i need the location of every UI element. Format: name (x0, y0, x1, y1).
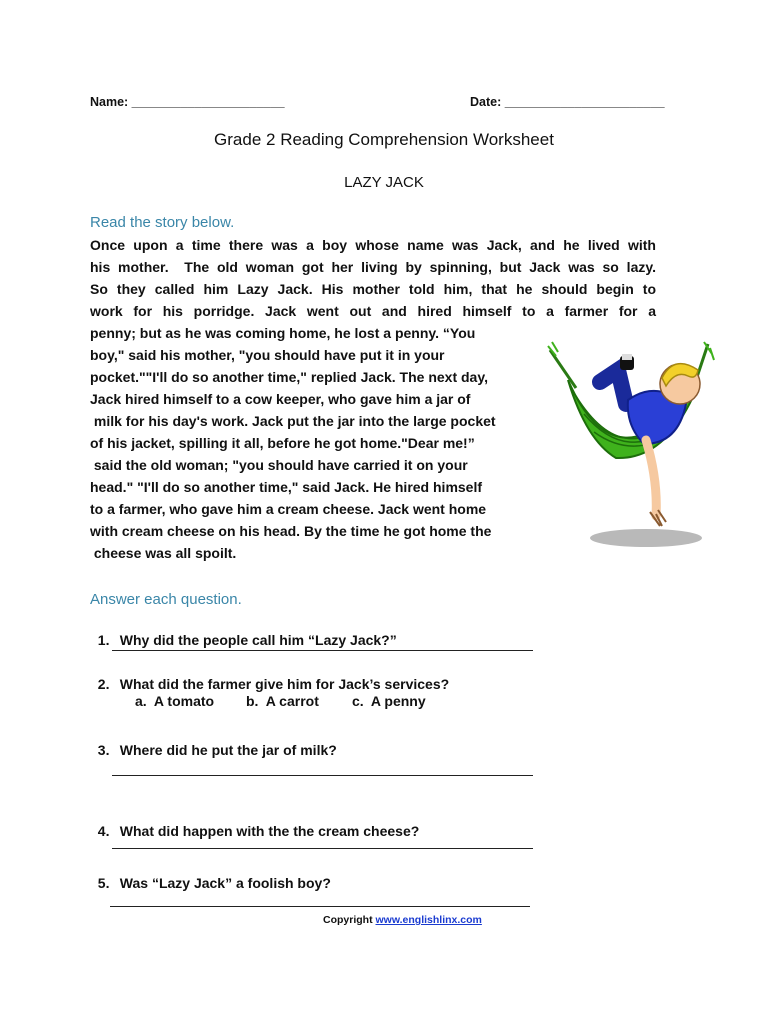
answer-line-4[interactable] (112, 848, 533, 849)
story-line: head." "I'll do so another time," said Jack. He hired himself (90, 479, 483, 495)
question-text: Was “Lazy Jack” a foolish boy? (119, 875, 331, 891)
choice-c[interactable]: c. A penny (352, 693, 426, 709)
boy-in-hammock-illustration (546, 340, 716, 555)
question-text: Why did the people call him “Lazy Jack?” (119, 632, 397, 648)
story-line: cheese was all spoilt. (90, 545, 237, 561)
story-line: Once upon a time there was a boy whose name was Jack, and he lived with (90, 237, 656, 253)
question-text: What did the farmer give him for Jack’s services? (119, 676, 450, 692)
question-5 (90, 859, 331, 891)
question-number: 3. (97, 742, 110, 758)
story-line: penny; but as he was coming home, he lost a penny. “You (90, 325, 476, 341)
copyright-link[interactable]: www.englishlinx.com (375, 914, 482, 926)
question-text: What did happen with the the cream cheese? (119, 823, 420, 839)
story-line: with cream cheese on his head. By the time he got home the (90, 523, 492, 539)
story-line: Jack hired himself to a cow keeper, who gave him a jar of (90, 391, 471, 407)
question-number: 2. (97, 676, 110, 692)
answer-line-1[interactable] (112, 650, 533, 651)
story-heading: Read the story below. (90, 214, 235, 231)
question-number: 1. (97, 632, 110, 648)
question-text: Where did he put the jar of milk? (119, 742, 337, 758)
story-line: his mother. The old woman got her living by spinning, but Jack was so lazy. (90, 259, 656, 275)
story-line: milk for his day's work. Jack put the jar into the large pocket (90, 413, 496, 429)
copyright-label: Copyright (323, 914, 376, 926)
story-line: boy," said his mother, "you should have put it in your (90, 347, 445, 363)
question-2 (90, 660, 449, 692)
story-line: So they called him Lazy Jack. His mother told him, that he should begin to (90, 281, 656, 297)
question-number: 4. (97, 823, 110, 839)
copyright-notice (323, 914, 482, 926)
choice-b[interactable]: b. A carrot (246, 693, 319, 709)
question-number: 5. (97, 875, 110, 891)
name-field-label: Name: ______________________ (90, 95, 285, 109)
story-line: of his jacket, spilling it all, before he got home."Dear me!” (90, 435, 475, 451)
choice-a[interactable]: a. A tomato (135, 693, 215, 709)
answer-line-3[interactable] (112, 775, 533, 776)
story-title: LAZY JACK (344, 174, 424, 191)
story-line: to a farmer, who gave him a cream cheese. Jack went home (90, 501, 487, 517)
question-3 (90, 726, 337, 758)
worksheet-title: Grade 2 Reading Comprehension Worksheet (214, 130, 554, 149)
question-4 (90, 807, 419, 839)
questions-heading: Answer each question. (90, 591, 242, 608)
story-line: pocket.""I'll do so another time," replied Jack. The next day, (90, 369, 488, 385)
story-line: work for his porridge. Jack went out and hired himself to a farmer for a (90, 303, 656, 319)
story-line: said the old woman; "you should have carried it on your (90, 457, 468, 473)
date-field-label: Date: _______________________ (470, 95, 665, 109)
answer-line-5[interactable] (110, 906, 530, 907)
question-1 (90, 616, 397, 648)
